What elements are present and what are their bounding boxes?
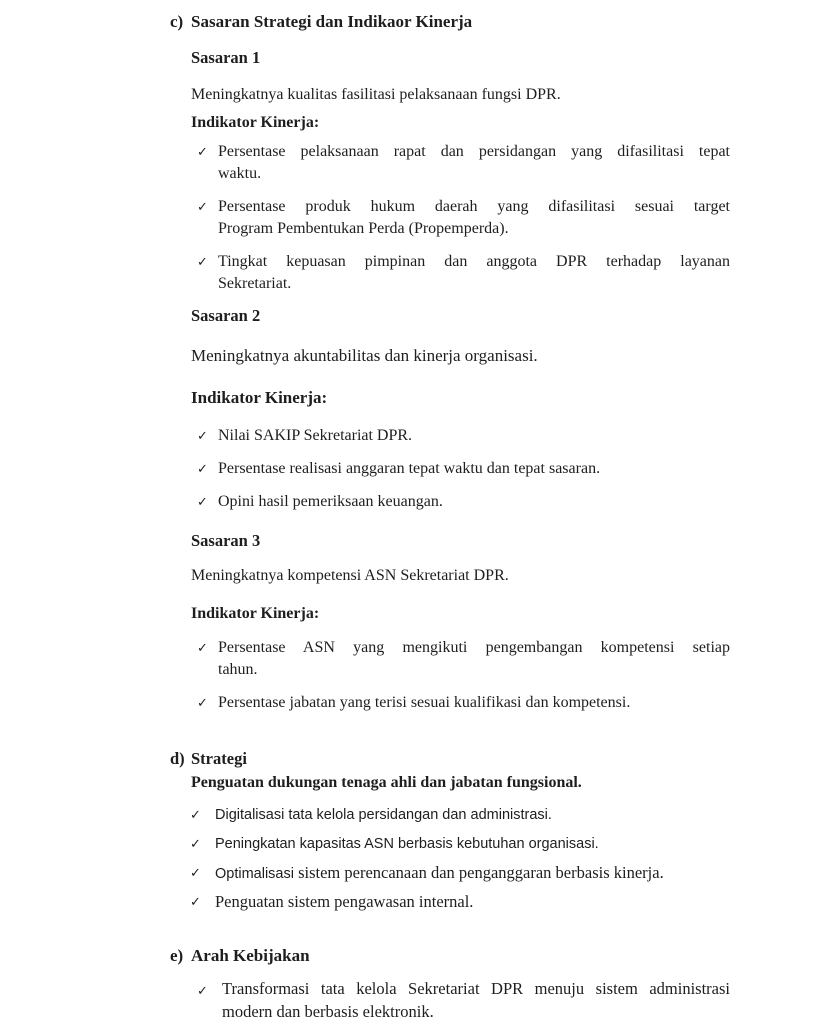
section-d-letter: d) [170, 749, 185, 768]
checkmark-icon: ✓ [197, 495, 208, 510]
checkmark-icon: ✓ [190, 895, 201, 910]
section-e-letter: e) [170, 946, 184, 965]
section-d-title: Strategi [191, 749, 247, 768]
indicator-item-text: Persentase produk hukum daerah yang difasilitasi sesuai target [218, 198, 730, 215]
section-e-heading [170, 946, 730, 966]
checkmark-icon: ✓ [197, 200, 208, 215]
checkmark-icon: ✓ [197, 984, 208, 999]
sasaran3-indicator-list [170, 637, 730, 714]
checkmark-icon: ✓ [190, 808, 201, 823]
sasaran3-indicator-heading: Indikator Kinerja: [191, 605, 320, 622]
indicator-item-text: Nilai SAKIP Sekretariat DPR. [218, 427, 413, 444]
strategy-item-text: Digitalisasi tata kelola persidangan dan administrasi. [215, 807, 552, 823]
indicator-item [197, 196, 730, 240]
indicator-item [197, 460, 730, 478]
strategy-item-text: sistem perencanaan dan penganggaran berbasis kinerja. [293, 863, 664, 882]
checkmark-icon: ✓ [197, 641, 208, 656]
sasaran1-title: Sasaran 1 [191, 48, 261, 67]
indicator-item-text: Sekretariat. [218, 275, 292, 292]
strategy-item [190, 863, 730, 884]
indicator-item-text: Persentase pelaksanaan rapat dan persidangan yang difasilitasi tepat [218, 143, 730, 160]
section-e-title: Arah Kebijakan [191, 946, 310, 965]
section-c-title: Sasaran Strategi dan Indikaor Kinerja [191, 12, 473, 31]
section-c-heading [170, 12, 730, 32]
policy-item-text: Transformasi tata kelola Sekretariat DPR menuju sistem administrasi [222, 979, 730, 998]
sasaran2-description: Meningkatnya akuntabilitas dan kinerja organisasi. [191, 346, 538, 365]
indicator-item-text: Tingkat kepuasan pimpinan dan anggota DPR terhadap layanan [218, 253, 730, 270]
indicator-item-text: Persentase realisasi anggaran tepat waktu dan tepat sasaran. [218, 460, 601, 477]
strategy-item-text: Peningkatan kapasitas ASN berbasis kebutuhan organisasi. [215, 836, 599, 852]
checkmark-icon: ✓ [190, 837, 201, 852]
sasaran1-indicator-heading: Indikator Kinerja: [191, 114, 320, 131]
strategy-item-text: Penguatan sistem pengawasan internal. [215, 892, 474, 911]
sasaran3-title: Sasaran 3 [191, 531, 261, 550]
indicator-item [197, 493, 730, 511]
policy-list [170, 977, 730, 1023]
indicator-item-text: Program Pembentukan Perda (Propemperda). [218, 220, 509, 237]
indicator-item-text: waktu. [218, 165, 262, 182]
section-d-heading [170, 749, 730, 769]
checkmark-icon: ✓ [197, 255, 208, 270]
sasaran3-description: Meningkatnya kompetensi ASN Sekretariat DPR. [191, 567, 509, 584]
indicator-item-text: tahun. [218, 661, 258, 678]
indicator-item [197, 692, 730, 714]
checkmark-icon: ✓ [190, 866, 201, 881]
sasaran2-title: Sasaran 2 [191, 306, 261, 325]
strategy-item [190, 892, 730, 912]
sasaran2-indicator-heading: Indikator Kinerja: [191, 388, 328, 407]
checkmark-icon: ✓ [197, 696, 208, 711]
checkmark-icon: ✓ [197, 462, 208, 477]
indicator-item [197, 141, 730, 185]
policy-item [197, 977, 730, 1023]
sasaran1-description: Meningkatnya kualitas fasilitasi pelaksanaan fungsi DPR. [191, 86, 561, 103]
section-d-subtitle: Penguatan dukungan tenaga ahli dan jabatan fungsional. [191, 774, 582, 791]
strategy-item [190, 835, 730, 853]
document-content [170, 12, 730, 1023]
indicator-item-text: Persentase ASN yang mengikuti pengembangan kompetensi setiap [218, 639, 730, 656]
indicator-item-text: Opini hasil pemeriksaan keuangan. [218, 493, 443, 510]
policy-item-text: modern dan berbasis elektronik. [222, 1002, 434, 1021]
sasaran1-indicator-list [170, 141, 730, 295]
section-c-letter: c) [170, 12, 184, 31]
indicator-item-text: Persentase jabatan yang terisi sesuai kualifikasi dan kompetensi. [218, 694, 631, 711]
strategy-list [170, 806, 730, 912]
indicator-item [197, 251, 730, 295]
sasaran2-indicator-list [170, 427, 730, 511]
checkmark-icon: ✓ [197, 145, 208, 160]
strategy-item-text: Optimalisasi [215, 866, 294, 882]
strategy-item [190, 806, 730, 824]
indicator-item [197, 637, 730, 681]
indicator-item [197, 427, 730, 445]
checkmark-icon: ✓ [197, 429, 208, 444]
